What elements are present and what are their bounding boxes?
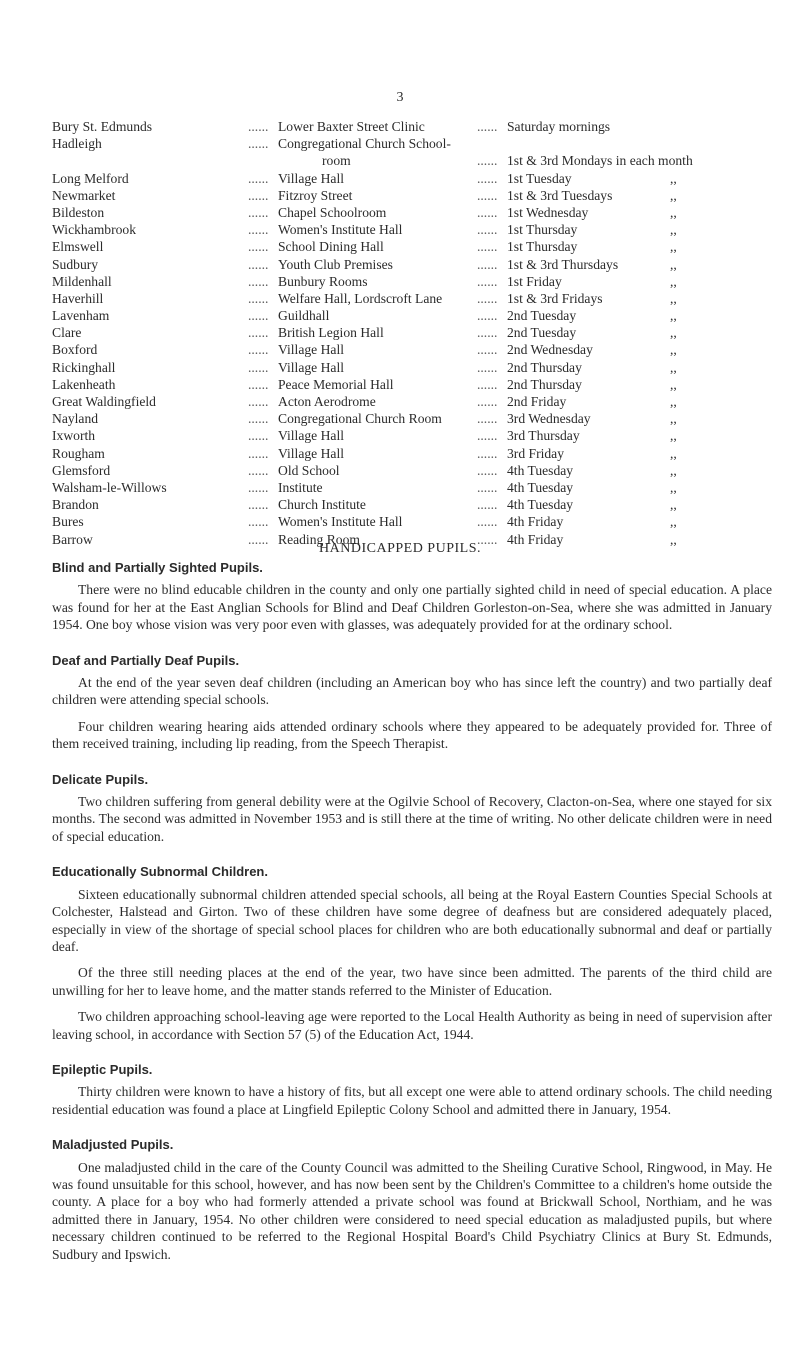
clinic-ditto-mark: ,, — [670, 342, 677, 358]
clinic-time: ...... 4th Friday — [507, 513, 563, 530]
clinic-row — [52, 462, 772, 479]
clinic-time: ...... 1st Thursday — [507, 238, 577, 255]
clinic-town: Rickinghall — [52, 359, 116, 375]
handicapped-pupils-heading: HANDICAPPED PUPILS. — [319, 541, 481, 556]
clinic-ditto-mark: ,, — [670, 445, 677, 461]
clinic-town: Bury St. Edmunds — [52, 119, 153, 134]
clinic-town: Nayland — [52, 411, 99, 427]
clinic-row — [52, 393, 772, 410]
clinic-venue: ...... Village Hall — [278, 445, 344, 462]
section-paragraph: Two children suffering from general debility were at the Ogilvie School of Recovery, Clacton-on-Sea, where one stayed for six months. The second was admitted in November 1953 and is still there at the time of writing. No other delicate children were in need of special education. — [52, 794, 772, 844]
clinic-ditto-mark: ,, — [670, 497, 677, 513]
clinic-row — [52, 324, 772, 341]
clinic-town: Barrow — [52, 531, 93, 547]
clinic-town: Boxford — [52, 342, 98, 358]
clinic-venue: ...... Women's Institute Hall — [278, 513, 402, 530]
section-title: Blind and Partially Sighted Pupils. — [52, 560, 263, 575]
clinic-time: ...... 1st & 3rd Fridays — [507, 290, 603, 307]
clinic-town: Walsham-le-Willows — [52, 479, 167, 495]
clinic-town: Newmarket — [52, 187, 116, 203]
clinic-row — [52, 135, 772, 152]
clinic-venue: ...... Lower Baxter Street Clinic — [278, 118, 425, 135]
clinic-time: ...... 2nd Tuesday — [507, 324, 576, 341]
clinic-venue: ...... Village Hall — [278, 170, 344, 187]
clinic-town: Lavenham — [52, 308, 110, 324]
clinic-time: ...... 2nd Friday — [507, 393, 566, 410]
clinic-time: ...... 1st & 3rd Tuesdays — [507, 187, 612, 204]
clinic-row — [52, 118, 772, 135]
clinic-row — [52, 221, 772, 238]
clinic-time: ...... 3rd Friday — [507, 445, 564, 462]
clinic-time: ...... 4th Tuesday — [507, 496, 573, 513]
clinic-row — [52, 152, 772, 169]
clinic-ditto-mark: ,, — [670, 325, 677, 341]
clinic-town: Lakenheath — [52, 376, 116, 392]
clinic-town: Long Melford — [52, 170, 129, 186]
clinic-time: ...... 3rd Wednesday — [507, 410, 591, 427]
section-paragraph: Two children approaching school-leaving age were reported to the Local Health Authority as being in need of supervision after leaving school, in accordance with Section 57 (5) of the Education Act, 1944. — [52, 1009, 772, 1042]
clinic-ditto-mark: ,, — [670, 531, 677, 547]
clinic-ditto-mark: ,, — [670, 394, 677, 409]
clinic-venue: ...... Congregational Church Room — [278, 410, 442, 427]
clinic-time: ...... 1st Tuesday — [507, 170, 572, 187]
clinic-time: ...... 1st Wednesday — [507, 204, 588, 221]
clinic-venue: ...... Youth Club Premises — [278, 256, 393, 273]
clinic-row — [52, 256, 772, 273]
clinic-ditto-mark: ,, — [670, 204, 677, 220]
clinic-ditto-mark: ,, — [670, 376, 677, 392]
clinic-venue: ...... Institute — [278, 479, 323, 496]
clinic-row — [52, 376, 772, 393]
section-paragraph: Four children wearing hearing aids attended ordinary schools where they appeared to be adequately provided for. Three of them received training, including lip reading, from the Speech Therapist. — [52, 718, 772, 752]
clinic-time: ...... 1st Thursday — [507, 221, 577, 238]
clinic-row — [52, 427, 772, 444]
clinic-row — [52, 187, 772, 204]
clinic-row — [52, 170, 772, 187]
clinic-time: ...... 3rd Thursday — [507, 427, 580, 444]
clinic-venue: ...... Chapel Schoolroom — [278, 204, 386, 221]
clinic-row — [52, 341, 772, 358]
clinic-venue: ...... Bunbury Rooms — [278, 273, 368, 290]
section-title: Epileptic Pupils. — [52, 1061, 153, 1077]
section-paragraph: Of the three still needing places at the end of the year, two have since been admitted. The parents of the third child are unwilling for her to leave home, and the matter stands referred to the Minister of Education. — [52, 965, 772, 998]
clinic-venue: ...... Fitzroy Street — [278, 187, 352, 204]
clinic-time: ...... 4th Tuesday — [507, 479, 573, 496]
clinic-row — [52, 496, 772, 513]
clinic-venue: ...... Village Hall — [278, 427, 344, 444]
clinic-row — [52, 410, 772, 427]
clinic-venue: ...... Acton Aerodrome — [278, 393, 376, 410]
section-title: Educationally Subnormal Children. — [52, 864, 268, 880]
clinic-venue: ...... British Legion Hall — [278, 324, 384, 341]
clinic-time: ...... 2nd Thursday — [507, 376, 582, 393]
clinic-venue: room — [322, 153, 351, 169]
clinic-venue: ...... Old School — [278, 462, 340, 479]
section-paragraph: At the end of the year seven deaf children (including an American boy who has since left the country) and two partially deaf children were attending special schools. — [52, 675, 772, 708]
clinic-ditto-mark: ,, — [670, 462, 677, 478]
clinic-row — [52, 290, 772, 307]
clinic-time: ...... 2nd Wednesday — [507, 341, 593, 358]
clinic-town: Hadleigh — [52, 136, 102, 152]
clinic-ditto-mark: ,, — [670, 256, 677, 272]
clinic-town: Glemsford — [52, 462, 111, 478]
section-title: Maladjusted Pupils. — [52, 1137, 174, 1153]
clinic-row — [52, 273, 772, 290]
clinic-row — [52, 204, 772, 221]
clinic-town: Rougham — [52, 445, 105, 461]
clinic-ditto-mark: ,, — [670, 290, 677, 306]
clinic-time: ...... Saturday mornings — [507, 118, 610, 135]
clinic-time: ...... 4th Tuesday — [507, 462, 573, 479]
clinic-row — [52, 238, 772, 255]
clinic-ditto-mark: ,, — [670, 411, 677, 427]
clinic-town: Ixworth — [52, 428, 96, 444]
handicapped-pupils-sections — [52, 559, 772, 1272]
clinic-ditto-mark: ,, — [670, 359, 677, 375]
clinic-ditto-mark: ,, — [670, 239, 677, 255]
clinic-ditto-mark: ,, — [670, 514, 677, 530]
clinic-row — [52, 479, 772, 496]
section-title: Delicate Pupils. — [52, 771, 149, 787]
section-paragraph: There were no blind educable children in the county and only one partially sighted child in need of special education. A place was found for her at the East Anglian Schools for Blind and Deaf Children Gorleston-on-Sea, where she was admitted in January 1954. One boy whose vision was very poor even with glasses, was adequately provided for at the ordinary school. — [52, 582, 772, 633]
clinic-venue: ...... Women's Institute Hall — [278, 221, 402, 238]
clinic-venue: ...... Peace Memorial Hall — [278, 376, 394, 393]
clinic-venue: ...... Congregational Church School- — [278, 135, 451, 152]
clinic-venue: ...... Village Hall — [278, 359, 344, 376]
clinic-row — [52, 359, 772, 376]
section-title: Deaf and Partially Deaf Pupils. — [52, 652, 240, 668]
clinic-ditto-mark: ,, — [670, 170, 677, 186]
clinic-venue: ...... School Dining Hall — [278, 238, 384, 255]
clinic-time: ...... 2nd Thursday — [507, 359, 582, 376]
clinic-time: ...... 1st & 3rd Thursdays — [507, 256, 618, 273]
clinic-venue: ...... Village Hall — [278, 341, 344, 358]
clinic-town: Brandon — [52, 497, 99, 513]
section-paragraph: Thirty children were known to have a history of fits, but all except one were able to attend ordinary schools. The child needing residential education was found a place at Lingfield Epileptic Colony School and admitted there in January, 1954. — [52, 1084, 772, 1117]
clinic-venue: ...... Church Institute — [278, 496, 366, 513]
clinic-time: ...... 1st & 3rd Mondays in each month — [507, 152, 693, 169]
clinic-town: Bures — [52, 514, 84, 530]
clinic-venue: ...... Reading Room — [278, 531, 360, 548]
clinic-ditto-mark: ,, — [670, 479, 677, 495]
clinic-town: Elmswell — [52, 239, 104, 255]
clinic-venue: ...... Welfare Hall, Lordscroft Lane — [278, 290, 442, 307]
section-paragraph: One maladjusted child in the care of the County Council was admitted to the Sheiling Curative School, Ringwood, in May. He was found unsuitable for this school, however, and has now been sent by the Children's Committee to a children's home outside the county. A place for a boy who had formerly attended a private school was found at Brickwall School, Northiam, and he was admitted there in January, 1954. No other children were considered to need special education as maladjusted pupils, but where necessary children continued to be referred to the Regional Hospital Board's Child Psychiatry Clinics at Bury St. Edmunds, Sudbury and Ipswich. — [52, 1159, 772, 1262]
page-number: 3 — [396, 90, 404, 105]
clinic-time: ...... 4th Friday — [507, 531, 563, 548]
clinic-town: Bildeston — [52, 204, 105, 220]
clinic-venue: ...... Guildhall — [278, 307, 329, 324]
clinic-ditto-mark: ,, — [670, 222, 677, 238]
clinic-time: ...... 1st Friday — [507, 273, 562, 290]
clinic-town: Clare — [52, 325, 82, 341]
clinic-row — [52, 307, 772, 324]
clinic-town: Great Waldingfield — [52, 394, 156, 409]
section-paragraph: Sixteen educationally subnormal children attended special schools, all being at the Royal Eastern Counties Special Schools at Colchester, Halstead and Girton. Two of these children have some degree of deafness but are considered adequately placed, especially in view of the shortage of special school places for children who are both educationally subnormal and deaf or partially deaf. — [52, 886, 772, 954]
clinic-town: Wickhambrook — [52, 222, 137, 238]
clinic-ditto-mark: ,, — [670, 187, 677, 203]
clinic-town: Sudbury — [52, 256, 99, 272]
clinic-town: Mildenhall — [52, 273, 112, 289]
clinic-schedule-table — [52, 118, 772, 548]
clinic-ditto-mark: ,, — [670, 428, 677, 444]
clinic-time: ...... 2nd Tuesday — [507, 307, 576, 324]
clinic-row — [52, 445, 772, 462]
clinic-ditto-mark: ,, — [670, 273, 677, 289]
clinic-town: Haverhill — [52, 290, 104, 306]
clinic-ditto-mark: ,, — [670, 308, 677, 324]
clinic-row — [52, 513, 772, 530]
